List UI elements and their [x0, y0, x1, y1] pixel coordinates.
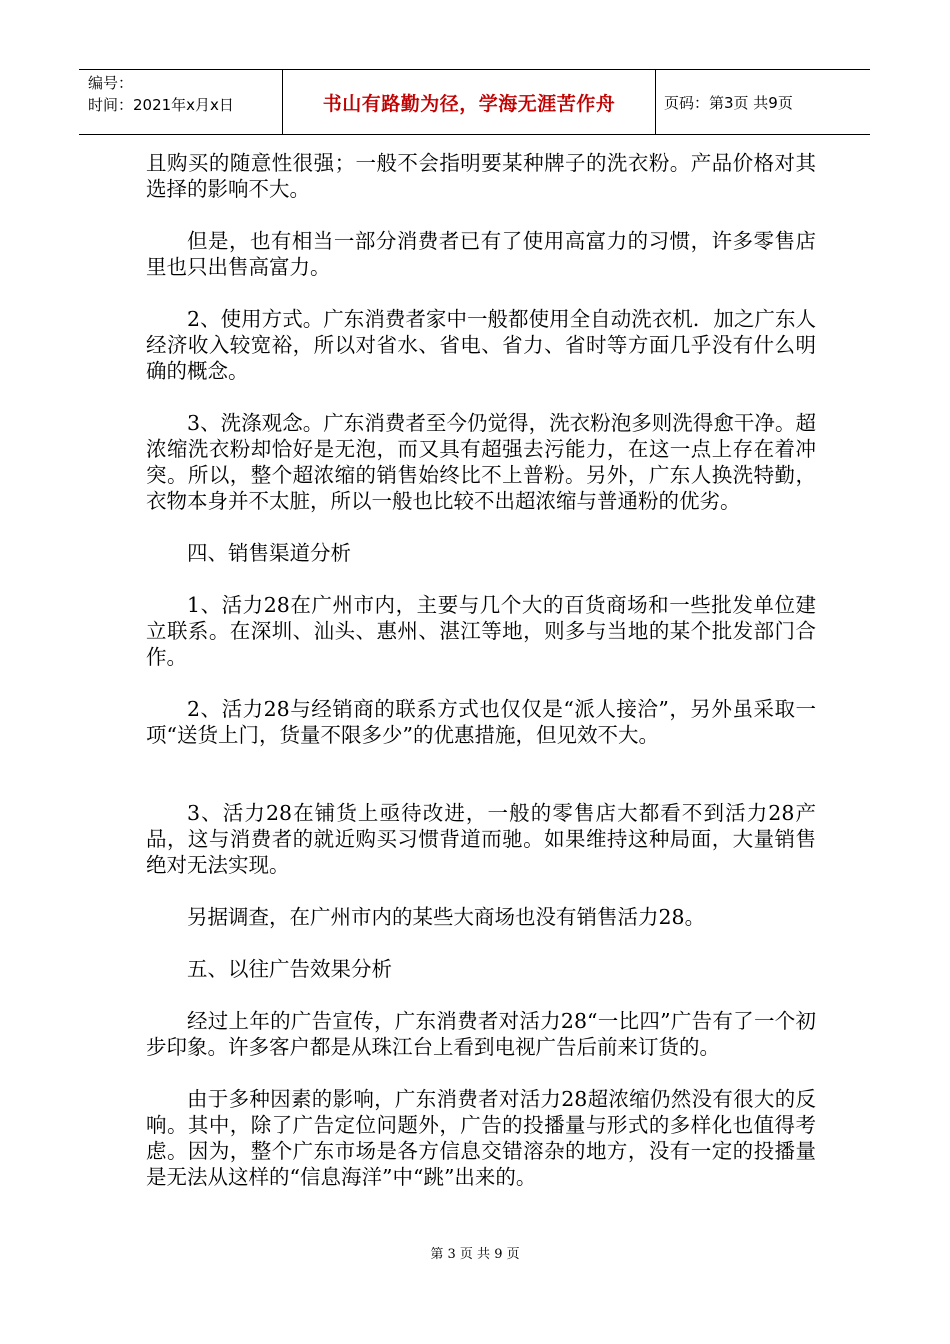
paragraph: 但是，也有相当一部分消费者已有了使用高富力的习惯，许多零售店里也只出售高富力。	[146, 229, 816, 279]
header-motto: 书山有路勤为径，学海无涯苦作舟	[282, 70, 656, 134]
header-page-code: 页码：第3页 共9页	[664, 93, 793, 112]
paragraph: 3、洗涤观念。广东消费者至今仍觉得，洗衣粉泡多则洗得愈干净。超浓缩洗衣粉却恰好是无泡，而又具有超强去污能力，在这一点上存在着冲突。所以，整个超浓缩的销售始终比不上普粉。另外，广东人换洗特勤，衣物本身并不太脏，所以一般也比较不出超浓缩与普通粉的优劣。	[146, 411, 816, 513]
document-body	[146, 150, 816, 1216]
page-header	[79, 69, 870, 135]
paragraph: 3、活力28在铺货上亟待改进，一般的零售店大都看不到活力28产品，这与消费者的就近购买习惯背道而驰。如果维持这种局面，大量销售绝对无法实现。	[146, 801, 816, 877]
paragraph: 经过上年的广告宣传，广东消费者对活力28“一比四”广告有了一个初步印象。许多客户都是从珠江台上看到电视广告后前来订货的。	[146, 1009, 816, 1059]
section-heading: 五、以往广告效果分析	[187, 957, 392, 981]
number-label: 编号：	[88, 74, 134, 92]
paragraph: 2、使用方式。广东消费者家中一般都使用全自动洗衣机．加之广东人经济收入较宽裕，所以对省水、省电、省力、省时等方面几乎没有什么明确的概念。	[146, 307, 816, 383]
time-label: 时间：2021年x月x日	[88, 96, 234, 114]
page-footer: 第 3 页 共 9 页	[430, 1247, 520, 1262]
paragraph: 由于多种因素的影响，广东消费者对活力28超浓缩仍然没有很大的反响。其中，除了广告定位问题外，广告的投播量与形式的多样化也值得考虑。因为，整个广东市场是各方信息交错溶杂的地方，没有一定的投播量是无法从这样的“信息海洋”中“跳”出来的。	[146, 1087, 816, 1189]
paragraph: 1、活力28在广州市内，主要与几个大的百货商场和一些批发单位建立联系。在深圳、汕头、惠州、湛江等地，则多与当地的某个批发部门合作。	[146, 593, 816, 669]
paragraph: 另据调查，在广州市内的某些大商场也没有销售活力28。	[187, 905, 706, 929]
paragraph: 且购买的随意性很强；一般不会指明要某种牌子的洗衣粉。产品价格对其选择的影响不大。	[146, 151, 816, 201]
paragraph: 2、活力28与经销商的联系方式也仅仅是“派人接洽”，另外虽采取一项“送货上门，货量不限多少”的优惠措施，但见效不大。	[146, 697, 816, 747]
header-meta	[79, 70, 282, 134]
section-heading: 四、销售渠道分析	[187, 541, 351, 565]
